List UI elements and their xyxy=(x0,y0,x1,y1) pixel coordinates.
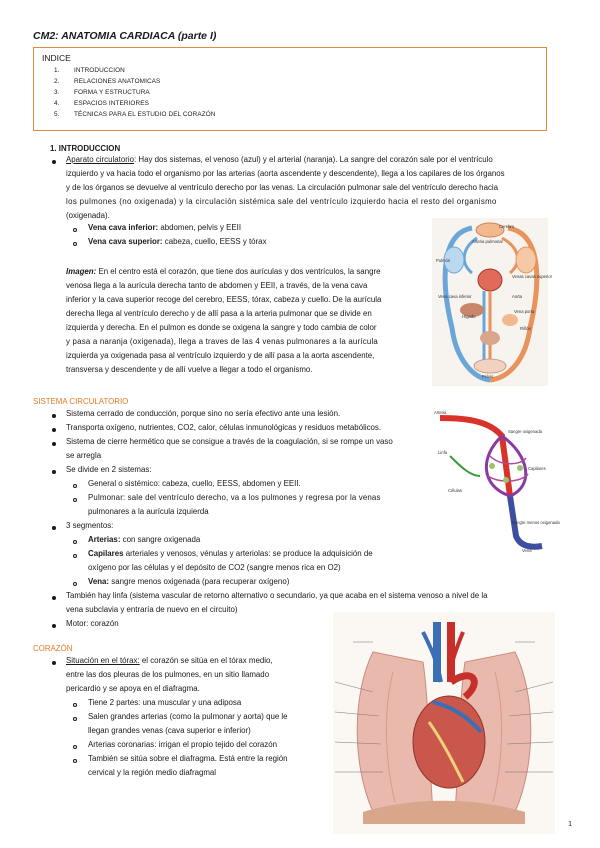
imagen-text-line: izquierda y derecha. En el pulmon es donde se oxigena la sangre y todo cambia de color xyxy=(66,323,377,332)
intro-text-line: (oxigenada). xyxy=(66,211,110,220)
index-box xyxy=(33,47,547,131)
figure-label: Arteria pulmonar xyxy=(472,239,503,244)
corazon-sub: Arterias coronarias: irrigan el propio tejido del corazón xyxy=(88,740,278,749)
figure-label: Células xyxy=(448,488,462,493)
sub-bullet xyxy=(73,745,77,749)
corazon-sub: También se sitúa sobre el diafragma. Está entre la región xyxy=(88,754,288,763)
sub-bullet xyxy=(73,484,77,488)
sub-bullet xyxy=(73,540,77,544)
segment-capilares: Capilares arteriales y venosos, vénulas y arteriolas: se produce la adquisición de xyxy=(88,549,373,558)
sub-bullet xyxy=(73,703,77,707)
figure-label: Cerebro xyxy=(499,224,515,229)
bullet xyxy=(52,526,56,530)
figure-label: Aorta xyxy=(512,294,523,299)
intro-text-line: y de los órganos se devuelve al ventrículo derecho por las venas. La circulación pulmonar sale del ventrículo derecho hacia xyxy=(66,183,499,192)
sistema-sub: General o sistémico: cabeza, cuello, EESS, abdomen y EEII. xyxy=(88,479,301,488)
imagen-text-line: transversa y descendente y de allí vuelve a llegar a todo el organismo. xyxy=(66,365,313,374)
figure-label: Sangre oxigenada xyxy=(508,429,542,434)
corazon-text-line: Situación en el tórax: el corazón se sitúa en el tórax medio, xyxy=(66,656,273,665)
sub-bullet xyxy=(73,228,77,232)
vena-cava-inferior: Vena cava inferior: abdomen, pelvis y EEII xyxy=(88,223,242,232)
corazon-sub: Tiene 2 partes: una muscular y una adiposa xyxy=(88,698,242,707)
imagen-text-line: izquierda ya oxigenada pasa al ventrículo izquierdo y de allí pasa a la aorta ascendente, xyxy=(66,351,375,360)
sub-bullet xyxy=(73,554,77,558)
figure-label: Pelvis xyxy=(482,374,494,379)
bullet xyxy=(52,596,56,600)
corazon-sub: Salen grandes arterias (como la pulmonar y aorta) que le xyxy=(88,712,288,721)
thorax-anatomy-illustration xyxy=(333,612,555,834)
figure-label: Hígado xyxy=(462,314,476,319)
sub-bullet xyxy=(73,717,77,721)
imagen-text-line: Imagen: En el centro está el corazón, que tiene dos aurículas y dos ventrículos, la sangre xyxy=(66,267,381,276)
imagen-text-line: inferior y la cava superior recoge del cerebro, EESS, tórax, cabeza y cuello. De la aurícula xyxy=(66,295,382,304)
segment-capilares: oxígeno por las células y el depósito de CO2 (sangre menos rica en O2) xyxy=(88,563,341,572)
sistema-bullet: Motor: corazón xyxy=(66,619,119,628)
figure-label: Capilares xyxy=(528,466,546,471)
page-title: CM2: ANATOMIA CARDIACA (parte I) xyxy=(33,30,217,42)
imagen-text-line: venosa llega a la aurícula derecha tanto de abdomen y EEII, a través, de la vena cava xyxy=(66,281,368,290)
circulation-diagram xyxy=(432,218,553,386)
imagen-text-line: derecha llega al ventrículo derecho y de allí pasa a la arteria pulmonar que se divide en xyxy=(66,309,372,318)
bullet xyxy=(52,428,56,432)
sistema-bullet: Sistema de cierre hermético que se consigue a través de la coagulación, si se rompe un vaso xyxy=(66,437,393,446)
sub-bullet xyxy=(73,242,77,246)
sistema-bullet: 3 segmentos: xyxy=(66,521,114,530)
sistema-bullet: Sistema cerrado de conducción, porque sino no sería efectivo ante una lesión. xyxy=(66,409,341,418)
bullet xyxy=(52,160,56,164)
index-item: 3. FORMA Y ESTRUCTURA xyxy=(54,89,150,96)
sistema-bullet: vena subclavia y entraría de nuevo en el circuito) xyxy=(66,605,238,614)
sub-bullet xyxy=(73,759,77,763)
intro-text-line: izquierdo y va hacia todo el organismo por las arterias (aorta ascendente y descendente), llega a los capilares de los órganos xyxy=(66,169,505,178)
segment-vena: Vena: sangre menos oxigenada (para recuperar oxígeno) xyxy=(88,577,290,586)
segment-arterias: Arterias: con sangre oxigenada xyxy=(88,535,201,544)
intro-text-line: Aparato circulatorio: Hay dos sistemas, el venoso (azul) y el arterial (naranja). La sangre del corazón sale por el ventrículo xyxy=(66,155,493,164)
figure-label: Sangre menos oxigenada xyxy=(512,520,560,525)
sistema-bullet: se arregla xyxy=(66,451,102,460)
figure-label: Vena cava inferior xyxy=(438,294,472,299)
corazon-sub: cervical y la región medio diafragmal xyxy=(88,768,217,777)
intro-text-line: los pulmones (no oxigenada) y la circulación sistémica sale del ventrículo izquierdo hacia el resto del organismo xyxy=(66,197,497,206)
corazon-sub: llegan grandes venas (cava superior e inferior) xyxy=(88,726,251,735)
sistema-bullet: Se divide en 2 sistemas: xyxy=(66,465,152,474)
section-heading-sistema: SISTEMA CIRCULATORIO xyxy=(33,397,129,406)
sub-bullet xyxy=(73,498,77,502)
sistema-bullet: Transporta oxígeno, nutrientes, CO2, calor, células inmunológicas y residuos metabólicos. xyxy=(66,423,382,432)
index-item: 5. TÉCNICAS PARA EL ESTUDIO DEL CORAZÓN xyxy=(54,111,216,118)
imagen-text-line: y pasa a naranja (oxigenada), llega a traves de las 4 venas pulmonares a la aurícula xyxy=(66,337,379,346)
sistema-sub: Pulmonar: sale del ventrículo derecho, va a los pulmones y regresa por la venas xyxy=(88,493,381,502)
intro-heading: 1. INTRODUCCION xyxy=(50,144,121,153)
bullet xyxy=(52,414,56,418)
sistema-bullet: También hay linfa (sistema vascular de retorno alternativo o secundario, ya que acaba en el sistema venoso a nivel de la xyxy=(66,591,488,600)
page-number: 1 xyxy=(568,821,572,828)
bullet xyxy=(52,624,56,628)
bullet xyxy=(52,442,56,446)
corazon-text-line: pericardio y se apoya en el diafragma. xyxy=(66,684,200,693)
sub-bullet xyxy=(73,582,77,586)
section-heading-corazon: CORAZÓN xyxy=(33,644,73,653)
bullet xyxy=(52,661,56,665)
corazon-text-line: entre las dos pleuras de los pulmones, en un sitio llamado xyxy=(66,670,270,679)
figure-label: Pulmón xyxy=(436,258,451,263)
index-item: 4. ESPACIOS INTERIORES xyxy=(54,100,149,107)
sistema-sub: pulmonares a la aurícula izquierda xyxy=(88,507,209,516)
figure-label: Vena xyxy=(522,548,532,553)
figure-label: Vena porta xyxy=(514,309,535,314)
figure-label: Venas cavas superior xyxy=(512,274,553,279)
index-item: 2. RELACIONES ANATOMICAS xyxy=(54,78,161,85)
vena-cava-superior: Vena cava superior: cabeza, cuello, EESS y tórax xyxy=(88,237,267,246)
figure-label: Arteria xyxy=(434,410,447,415)
index-heading: INDICE xyxy=(42,53,71,63)
figure-label: Riñón xyxy=(520,326,531,331)
figure-label: Linfa xyxy=(438,450,448,455)
index-item: 1. INTRODUCCION xyxy=(54,67,125,74)
bullet xyxy=(52,470,56,474)
capillary-diagram xyxy=(430,406,560,556)
